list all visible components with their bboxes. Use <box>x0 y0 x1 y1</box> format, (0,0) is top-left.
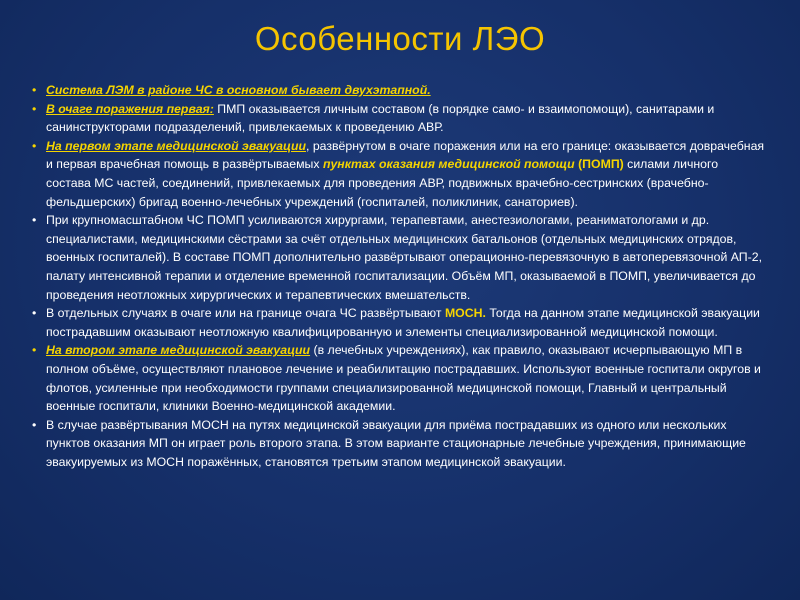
highlighted-lead: На первом этапе медицинской эвакуации <box>46 138 306 153</box>
highlighted-lead: В очаге поражения первая: <box>46 101 214 116</box>
highlighted-lead: На втором этапе медицинской эвакуации <box>46 343 311 358</box>
list-item <box>30 137 765 211</box>
highlighted-lead: Система ЛЭМ в районе ЧС в основном бывает двухэтапной. <box>46 83 431 97</box>
item-text: , развёрнутом в очаге поражения или на его границе: оказывается доврачебная и первая врачебная помощь в развёртываемых <box>46 138 765 172</box>
item-text: В случае развёртывания МОСН на путях медицинской эвакуации для приёма пострадавших из одного или нескольких пунктов оказания МП он играет роль второго этапа. В этом варианте стационарные лечебные учреждения, принимающие эвакуируемых из МОСН поражённых, становятся третьим этапом медицинской эвакуации. <box>46 417 746 469</box>
emphasized-abbr: (ПОМП) <box>574 157 624 172</box>
list-item <box>30 341 765 415</box>
item-text: ПМП оказывается личным составом (в порядке само- и взаимопомощи), санитарами и санинструкторами подразделений, привлекаемых к проведению АВР. <box>46 101 715 135</box>
item-text: В отдельных случаях в очаге или на границе очага ЧС развёртывают <box>46 306 445 321</box>
emphasized-term: МОСН. <box>444 306 486 321</box>
bullet-list <box>30 81 765 471</box>
item-text: При крупномасштабном ЧС ПОМП усиливаются хирургами, терапевтами, анестезиологами, реаниматологами и др. специалистами, медицинскими сёстрами за счёт отдельных медицинских батальонов (отдельных медицинских отрядов, военных госпиталей). В составе ПОМП дополнительно развёртывают операционно-перевязочную в автоперевязочной АП-2, палату интенсивной терапии и отделение временной госпитализации. Объём МП, оказываемой в ПОМП, увеличивается до проведения неотложных хирургических и терапевтических вмешательств. <box>46 213 762 302</box>
list-item <box>30 416 765 472</box>
item-text: (в лечебных учреждениях), как правило, оказывают исчерпывающую МП в полном объёме, осуществляют плановое лечение и реабилитацию пострадавших. Используют военные госпитали округов и флотов, усиленные при необходимости группами специализированной медицинской помощи, Главный и центральный военные госпитали, клиники Военно-медицинской академии. <box>46 343 761 414</box>
list-item <box>30 81 765 100</box>
list-item <box>30 211 765 304</box>
item-text: силами личного состава МС частей, соединений, привлекаемых для проведения АВР, подвижных врачебно-сестринских (врачебно-фельдшерских) бригад военно-лечебных учреждений (госпиталей, поликлиник, санаториев). <box>46 157 719 209</box>
list-item <box>30 100 765 137</box>
list-item <box>30 304 765 341</box>
emphasized-term: пунктах оказания медицинской помощи <box>322 157 575 172</box>
item-text: Тогда на данном этапе медицинской эвакуации пострадавшим оказывают неотложную квалифицированную и элементы специализированной медицинской помощи. <box>46 306 760 339</box>
slide-title: Особенности ЛЭО <box>254 20 546 57</box>
